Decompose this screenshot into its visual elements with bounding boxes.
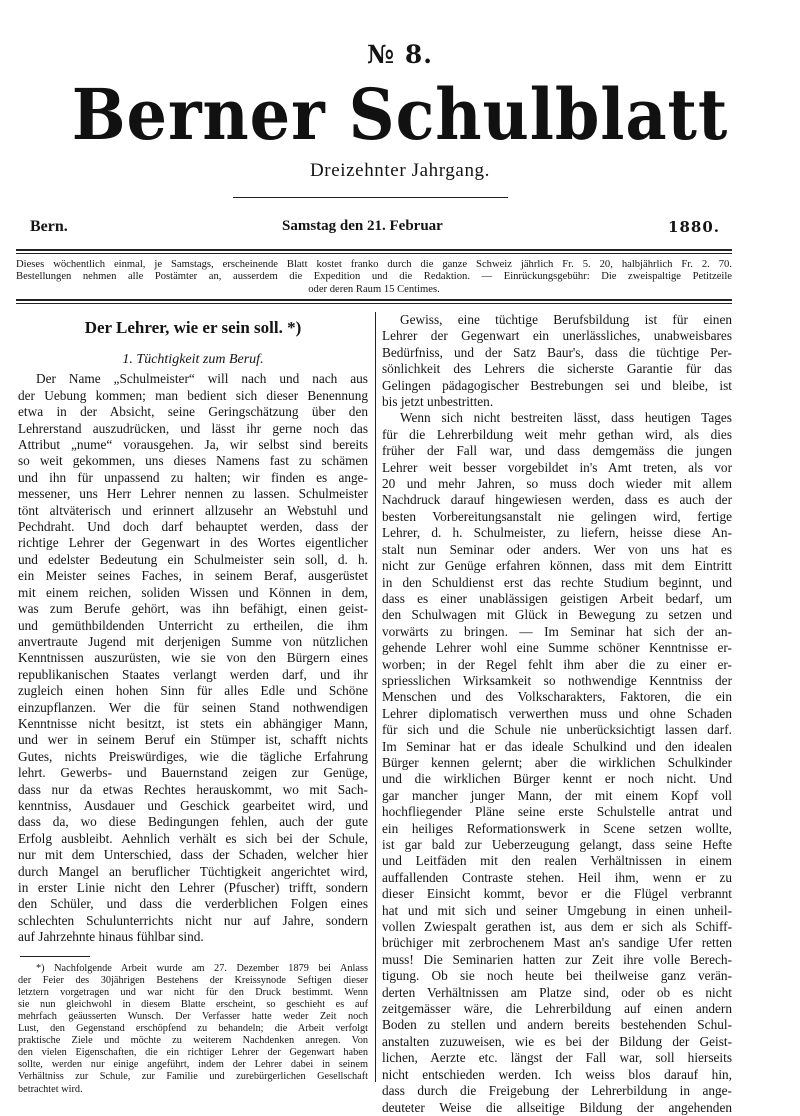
text-line: Nachdruck darauf hingewiesen werden, dass es auch der [382,492,732,508]
text-line: ein heiliges Reformationswerk in Scene setzen wollte, [382,820,732,836]
subscription-notice [16,259,732,296]
text-line: vorwärts zu bringen. — Im Seminar hat sich der an- [382,623,732,639]
text-line: brüchiger mit zerbrochenem Mast an's sandige Ufer retten [382,935,732,951]
text-line: sönlichkeit des Lehrers die sicherste Garantie für das [382,361,732,377]
header-rule-bottom [16,299,732,301]
text-line: derten Verhältnissen am Platze sind, oder ob es nicht [382,984,732,1000]
issue-number: № 8. [367,40,433,69]
text-line: nicht entschieden werden. Ich weiss blos darauf hin, [382,1066,732,1082]
text-line: republikanischen Staates verlangt werden darf, und ihr [18,666,368,682]
text-line: Lehrer der Gegenwart ein unerlässliches, unabweisbares [382,328,732,344]
text-line: dass es einer unablässigen geistigen Arbeit bedarf, um [382,590,732,606]
header-rule-bottom-thin [16,303,732,304]
text-line: hochfliegender Pläne seine erste Schulstelle antrat und [382,804,732,820]
text-line: messener, uns Herr Lehrer nennen zu lassen. Schulmeister [18,486,368,502]
text-line: Im Seminar hat er das ideale Schulkind und den idealen [382,738,732,754]
text-line: in den Schuldienst erst das rechte Studium beginnt, und [382,574,732,590]
text-line: früher der Fall war, und dass demgemäss die jungen [382,443,732,459]
text-line: durch Mangel an beruflicher Tüchtigkeit angerichtet wird, [18,863,368,879]
text-line: Pechdraht. Und doch darf behauptet werden, dass der [18,519,368,535]
text-line: besten Vorbereitungsanstalt nie gelingen wird, fertige [382,508,732,524]
text-line: vollen Zwiespalt gerathen ist, aus dem er sich als Schiff- [382,919,732,935]
header-rule-top-thin [16,253,732,254]
text-line: Erfolg ausbleibt. Aehnlich verhält es sich bei der Schule, [18,830,368,846]
text-line: tönt altväterisch und erinnert allzusehr an Webstuhl und [18,502,368,518]
text-line: gehende Lehrer wohl eine Summe schöner Kenntnisse er- [382,640,732,656]
notice-line: Dieses wöchentlich einmal, je Samstags, erscheinende Blatt kostet franko durch die ganze Schweiz jährlich Fr. 5. 20, halbjährlich Fr. 2. 70. [16,259,732,270]
text-line: Lehrerstand auszudrücken, und lässt ihr gerne noch das [18,420,368,436]
text-line: und edelster Bedeutung ein Schulmeister sein soll, d. h. [18,551,368,567]
text-line: dass da, wo diese Bedingungen fehlen, auch der gute [18,814,368,830]
text-line: dass durch die Freigebung der Lehrerbildung in ange- [382,1083,732,1099]
footnote-line: praktische Ziele und möchte zu weiterem Nachdenken anregen. Von [18,1035,368,1047]
text-line: zeitgemässer wäre, die Lehrerbildung auf einen andern [382,1001,732,1017]
footnote-rule [20,956,90,957]
text-line: etwa in der Absicht, seine Geringschätzung über den [18,404,368,420]
text-line: so weit gekommen, uns dieses Namens fast zu schämen [18,453,368,469]
footnote-line: Lust, den Gegenstand erschöpfend zu behandeln; die Arbeit verfolgt [18,1023,368,1035]
text-line: Gelingen pädagogischer Bestrebungen sei und bleibe, ist [382,377,732,393]
section-heading: 1. Tüchtigkeit zum Beruf. [122,352,264,367]
right-body-text [382,312,732,1116]
masthead-title: Berner Schulblatt [71,73,729,156]
text-line: Kenntnissen auszurüsten, wie sie von den Bürgern eines [18,650,368,666]
text-line: Attribut „nume“ vorausgehen. Ja, wir selbst sind bereits [18,437,368,453]
volume-subtitle: Dreizehnter Jahrgang. [309,160,490,181]
text-line: Wenn sich nicht bestreiten lässt, dass heutigen Tages [400,410,732,426]
text-line: einzupflanzen. Wer die für seinen Stand nothwendigen [18,699,368,715]
footnote [18,963,368,1096]
text-line: nur mit dem Unterschied, dass der Schaden, welcher hier [18,847,368,863]
text-line: Kenntnisse nicht besitzt, ist stets ein abhängiger Mann, [18,715,368,731]
text-line: spriesslichen Wirksamkeit so nothwendige Kenntniss der [382,672,732,688]
text-line: Menschen und des Volkscharakters, Faktoren, die ein [382,689,732,705]
text-line: tigung. Ob sie noch heute bei theilweise ganz verän- [382,968,732,984]
text-line: anstalten zuzuweisen, wie es bei der Bildung der Geist- [382,1033,732,1049]
text-line: auf Jahrzehnte hinaus fühlbar sind. [18,929,204,945]
text-line: und ihn für unpassend zu halten; wir finden es ange- [18,469,368,485]
text-line: Bedürfniss, und der Satz Baur's, dass die tüchtige Per- [382,344,732,360]
text-line: richtige Lehrer der Gegenwart in des Wortes eigentlicher [18,535,368,551]
text-line: Gutes, nichts Preiswürdiges, wie die tägliche Erfahrung [18,748,368,764]
text-line: worben; in der Regel fehlt ihm aber die zu einer er- [382,656,732,672]
text-line: und Leitfäden mit den realen Verhältnissen in einem [382,853,732,869]
article-title: Der Lehrer, wie er sein soll. *) [84,318,302,337]
left-body-text [18,371,368,945]
footnote-line: letztern vorgetragen und war nicht für den Druck bestimmt. Wenn [18,986,368,998]
masthead-rule [233,197,508,198]
text-line: den Schulwagen mit Glück in Bewegung zu setzen und [382,607,732,623]
notice-line: Bestellungen nehmen alle Postämter an, ausserdem die Expedition und die Redaktion. — Einrückungsgebühr: Die zweispaltige Petitzeile [16,271,732,283]
text-line: stalt nun Seminar oder anders. Wer von uns hat es [382,541,732,557]
text-line: bis jetzt unbestritten. [382,394,494,410]
place: Bern. [30,218,68,235]
text-line: für sich und die Schule nie unberücksichtigt lassen darf. [382,722,732,738]
notice-line: oder deren Raum 15 Centimes. [308,283,440,295]
text-line: mit einem reichen, soliden Wissen und Können in dem, [18,584,368,600]
text-line: lichen, Aerzte etc. längst der Fall war, soll hierseits [382,1050,732,1066]
text-line: Der Name „Schulmeister“ will nach und nach aus [36,371,368,387]
text-line: kenntniss, Ausdauer und Geschick gearbeitet wird, und [18,797,368,813]
text-line: muss! Die Seminarien hatten zur Zeit ihre volle Berech- [382,951,732,967]
text-line: Lehrer diplomatisch verwerthen muss und ohne Schaden [382,705,732,721]
text-line: ist gar bald zur Ueberzeugung gelangt, dass seine Hefte [382,837,732,852]
text-line: ein Meister seines Faches, in seinem Beraf, ausgerüstet [18,568,368,584]
issue-date: Samstag den 21. Februar [282,218,443,234]
issue-year: 1880. [668,218,720,236]
text-line: hat und mit sich und seiner Umgebung in einen unheil- [382,902,732,918]
text-line: deuteter Weise die allseitige Bildung der angehenden [382,1099,732,1115]
text-line: der Uebung kommen; man bedient sich dieser Benennung [18,387,368,403]
text-line: gar mancher junger Mann, der mit einem Kopf voll [382,787,732,803]
right-column [382,312,732,1116]
text-line: Lehrer weit besser vorgebildet in's Amt treten, als vor [382,459,732,475]
footnote-line: mehrfach geäusserten Wunsch. Der Verfasser hatte weder Zeit noch [18,1011,368,1022]
footnote-line: der Feier des 30jährigen Bestehens der Kreissynode Seftigen dieser [18,974,368,986]
left-column [18,312,368,1096]
footnote-line: sollte, werden nur einige angeführt, indem der Lehrer dabei in seinem [18,1059,368,1071]
text-line: Boden zu stellen und andern bereits bestehenden Schul- [382,1017,732,1033]
text-line: in erster Linie nicht den Lehrer (Pfuscher) trifft, sondern [18,880,368,895]
text-line: auffallenden Contraste stehen. Heil ihm, wenn er zu [382,869,732,885]
text-line: schlechten Schulunterrichts nicht nur auf Jahre, sondern [18,912,368,928]
text-line: den Schüler, und dass die verderblichen Folgen eines [18,896,368,912]
text-line: zugleich einen hohen Sinn für alles Edle und Schöne [18,683,368,699]
dateline [30,218,720,240]
text-line: und wer in seinem Beruf ein Stümper ist, schafft nichts [18,732,368,748]
text-line: für die Lehrerbildung weit mehr gethan wird, als dies [382,426,732,442]
footnote-line: den vielen Eigenschaften, die ein richtiger Lehrer der Gegenwart haben [18,1047,368,1059]
text-line: Gewiss, eine tüchtige Berufsbildung ist für einen [400,312,732,327]
footnote-line: sie nun gleichwohl in diesem Blatte erscheint, so geschieht es auf [18,998,368,1010]
text-line: Lehrer, d. h. Schulmeister, zu liefern, heisse diese An- [382,525,732,541]
footnote-line: *) Nachfolgende Arbeit wurde am 27. Dezember 1879 bei Anlass [36,962,368,974]
text-line: dieser Einsicht kommt, bevor er die Flügel verbrannt [382,886,732,902]
text-line: und gemüthbildenden Unterricht zu ertheilen, die ihm [18,617,368,633]
text-line: anvertraute Jugend mit derjenigen Summe von nützlichen [18,633,368,649]
text-line: dass nur da etwas Rechtes herauskommt, wo mit Sach- [18,781,368,797]
footnote-line: Verhältniss zur Schule, zur Familie und zurebürgerlichen Gesellschaft [18,1071,368,1083]
header-rule-top [16,249,732,251]
text-line: nicht zur Genüge erfahren können, dass mit dem Eintritt [382,558,732,574]
text-line: und die wirklichen Bürger kennt er noch nicht. Und [382,771,732,787]
text-line: 20 und mehr Jahren, so muss doch wieder mit allem [382,476,732,492]
text-line: Bürger kennen gelernt; aber die wirklichen Schulkinder [382,754,732,770]
footnote-line: betrachtet wird. [18,1083,83,1095]
text-line: lehrt. Gewerbs- und Bauernstand zeigen zur Genüge, [18,765,368,781]
column-divider [375,312,376,1082]
text-line: was zum Berufe gehört, was ihn befähigt, einen geist- [18,601,368,617]
